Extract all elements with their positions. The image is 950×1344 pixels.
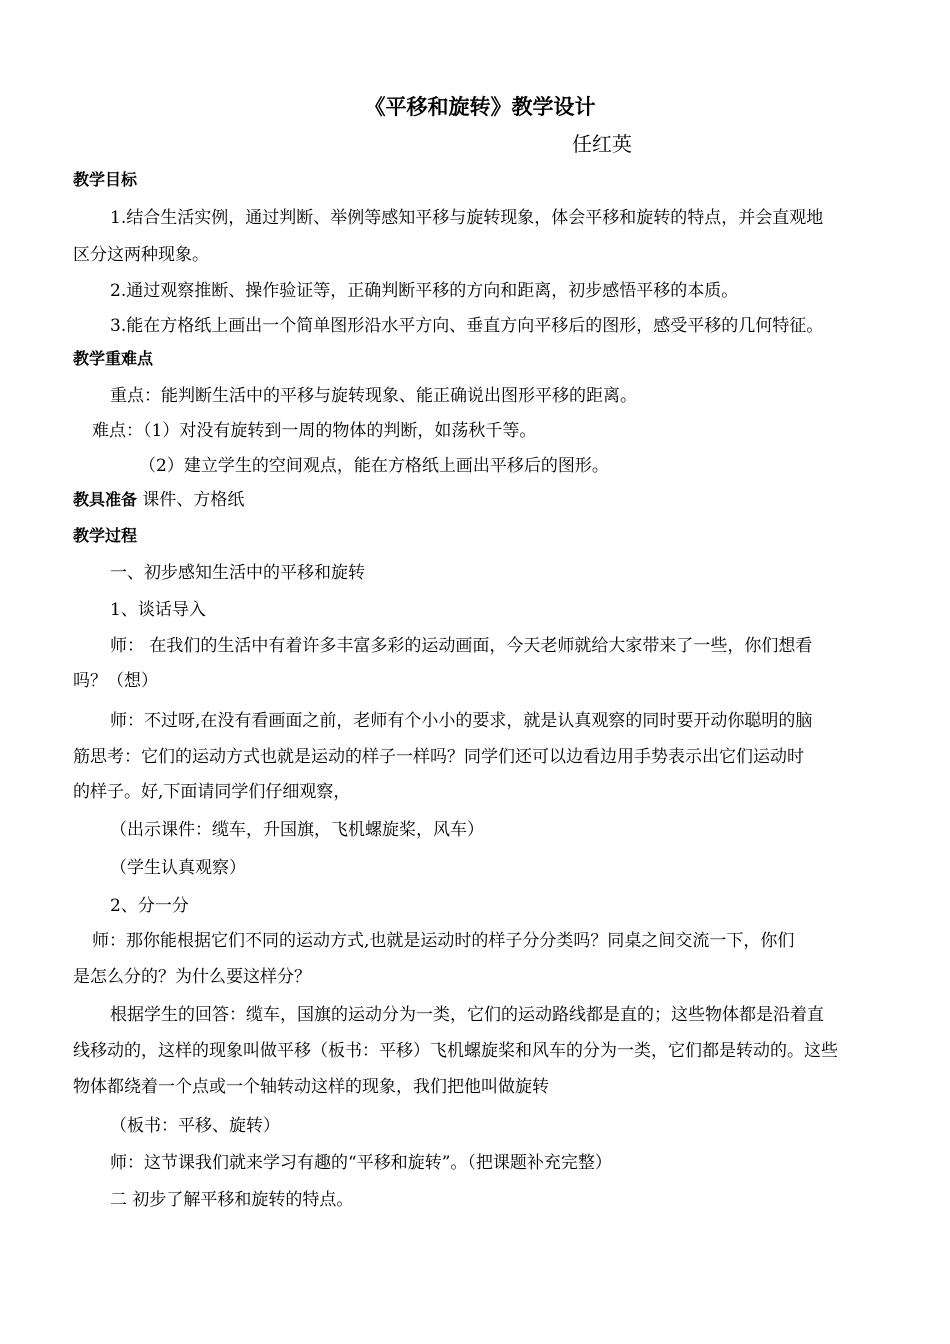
tools-text: 课件、方格纸 <box>137 490 245 510</box>
paragraph-answer-cont-2: 物体都绕着一个点或一个轴转动这样的现象，我们把他叫做旋转 <box>73 1077 549 1097</box>
key-points-heading: 教学重难点 <box>73 349 154 368</box>
paragraph-teacher-2: 师：不过呀,在没有看画面之前，老师有个小小的要求，就是认真观察的同时要开动你聪明的脑 <box>110 711 813 731</box>
difficulty-1: 难点：（1）对没有旋转到一周的物体的判断，如荡秋千等。 <box>92 421 537 441</box>
paragraph-teacher-1-cont: 吗？（想） <box>73 671 158 691</box>
tools-line <box>73 488 244 512</box>
goal-1-line-1: 1.结合生活实例，通过判断、举例等感知平移与旋转现象，体会平移和旋转的特点，并会直观地 <box>110 208 824 228</box>
paragraph-teacher-3-cont: 是怎么分的？为什么要这样分？ <box>73 967 311 987</box>
difficulty-2: （2）建立学生的空间观点，能在方格纸上画出平移后的图形。 <box>139 456 609 476</box>
goal-2: 2.通过观察推断、操作验证等，正确判断平移的方向和距离，初步感悟平移的本质。 <box>110 281 739 301</box>
goals-heading: 教学目标 <box>73 170 138 189</box>
process-step-2: 2、分一分 <box>110 896 189 916</box>
process-part-2: 二 初步了解平移和旋转的特点。 <box>110 1190 354 1210</box>
paragraph-teacher-2-cont-1: 筋思考：它们的运动方式也就是运动的样子一样吗？同学们还可以边看边用手势表示出它们运动时 <box>73 747 804 767</box>
paragraph-teacher-2-cont-2: 的样子。好,下面请同学们仔细观察， <box>73 782 351 802</box>
author-name: 任红英 <box>572 132 632 156</box>
key-point: 重点：能判断生活中的平移与旋转现象、能正确说出图形平移的距离。 <box>110 386 637 406</box>
paragraph-teacher-1: 师： 在我们的生活中有着许多丰富多彩的运动画面，今天老师就给大家带来了一些，你们想看 <box>110 636 813 656</box>
tools-heading: 教具准备 <box>73 490 138 509</box>
paragraph-teacher-4: 师：这节课我们就来学习有趣的“平移和旋转”。（把课题补充完整） <box>110 1153 612 1173</box>
goal-1-line-2: 区分这两种现象。 <box>73 245 209 265</box>
document-title: 《平移和旋转》教学设计 <box>364 95 596 119</box>
process-heading: 教学过程 <box>73 526 138 545</box>
process-part-1: 一、初步感知生活中的平移和旋转 <box>110 563 365 583</box>
student-note: （学生认真观察） <box>110 858 246 878</box>
courseware-note: （出示课件：缆车，升国旗，飞机螺旋桨，风车） <box>110 820 484 840</box>
process-step-1: 1、谈话导入 <box>110 600 206 620</box>
paragraph-answer-cont-1: 线移动的，这样的现象叫做平移（板书：平移）飞机螺旋桨和风车的分为一类，它们都是转动的。这些 <box>73 1041 838 1061</box>
goal-3: 3.能在方格纸上画出一个简单图形沿水平方向、垂直方向平移后的图形，感受平移的几何特征。 <box>110 316 824 336</box>
paragraph-answer: 根据学生的回答：缆车，国旗的运动分为一类，它们的运动路线都是直的；这些物体都是沿着直 <box>110 1005 824 1025</box>
paragraph-teacher-3: 师：那你能根据它们不同的运动方式,也就是运动时的样子分分类吗？同桌之间交流一下，你们 <box>92 931 795 951</box>
board-note: （板书：平移、旋转） <box>110 1116 280 1136</box>
